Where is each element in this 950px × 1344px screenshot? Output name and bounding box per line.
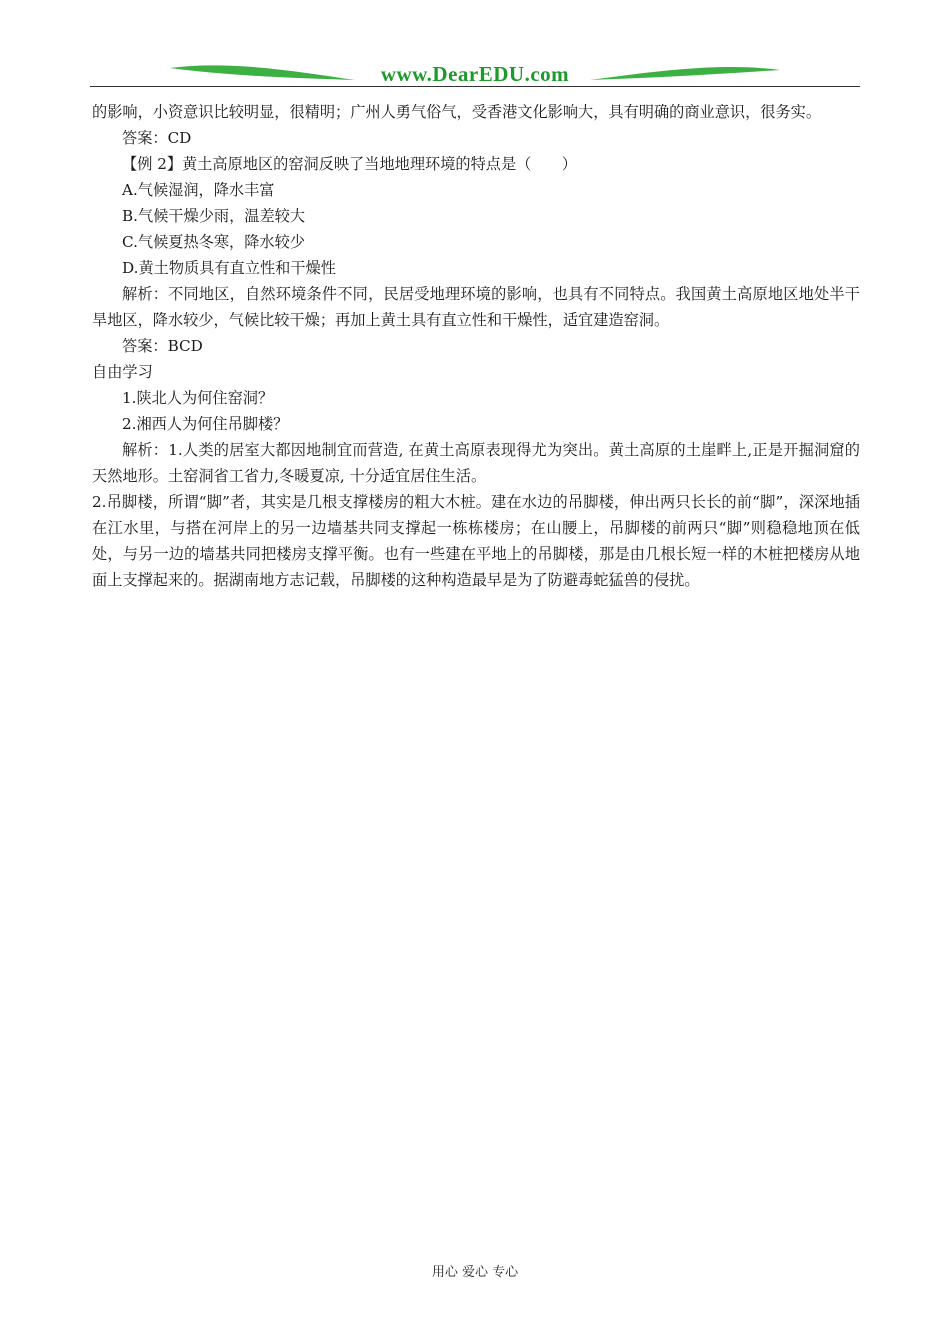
analysis-paragraph: 解析：1.人类的居室大都因地制宜而营造, 在黄土高原表现得尤为突出。黄土高原的土崖畔上,正是开掘洞窟的天然地形。土窑洞省工省力,冬暖夏凉, 十分适宜居住生活。 <box>92 441 860 485</box>
answer-line: 答案：CD <box>122 129 192 147</box>
header-divider <box>90 86 860 87</box>
page-footer: 用心 爱心 专心 <box>431 1265 519 1280</box>
page-header <box>90 58 860 90</box>
section-heading: 自由学习 <box>92 363 153 381</box>
answer-line: 答案：BCD <box>122 337 203 355</box>
analysis-paragraph: 2.吊脚楼，所谓“脚”者，其实是几根支撑楼房的粗大木桩。建在水边的吊脚楼，伸出两只长长的前“脚”，深深地插在江水里，与搭在河岸上的另一边墙基共同支撑起一栋栋楼房；在山腰上，吊脚楼的前两只“脚”则稳稳地顶在低处，与另一边的墙基共同把楼房支撑平衡。也有一些建在平地上的吊脚楼，那是由几根长短一样的木桩把楼房从地面上支撑起来的。据湖南地方志记载，吊脚楼的这种构造最早是为了防避毒蛇猛兽的侵扰。 <box>92 493 860 589</box>
study-question: 2.湘西人为何住吊脚楼？ <box>122 415 289 433</box>
question-title: 【例 2】黄土高原地区的窑洞反映了当地地理环境的特点是（ ） <box>122 155 577 173</box>
option-d: D.黄土物质具有直立性和干燥性 <box>122 259 336 277</box>
option-c: C.气候夏热冬寒，降水较少 <box>122 233 305 251</box>
study-question: 1.陕北人为何住窑洞？ <box>122 389 274 407</box>
document-body <box>92 99 860 593</box>
paragraph-line: 的影响，小资意识比较明显，很精明；广州人勇气俗气，受香港文化影响大，具有明确的商业意识，很务实。 <box>92 103 821 121</box>
option-b: B.气候干燥少雨，温差较大 <box>122 207 306 225</box>
option-a: A.气候湿润，降水丰富 <box>122 181 275 199</box>
analysis-paragraph: 解析：不同地区，自然环境条件不同，民居受地理环境的影响，也具有不同特点。我国黄土高原地区地处半干旱地区，降水较少，气候比较干燥；再加上黄土具有直立性和干燥性，适宜建造窑洞。 <box>92 285 860 329</box>
site-logo: www.DearEDU.com <box>380 62 570 86</box>
